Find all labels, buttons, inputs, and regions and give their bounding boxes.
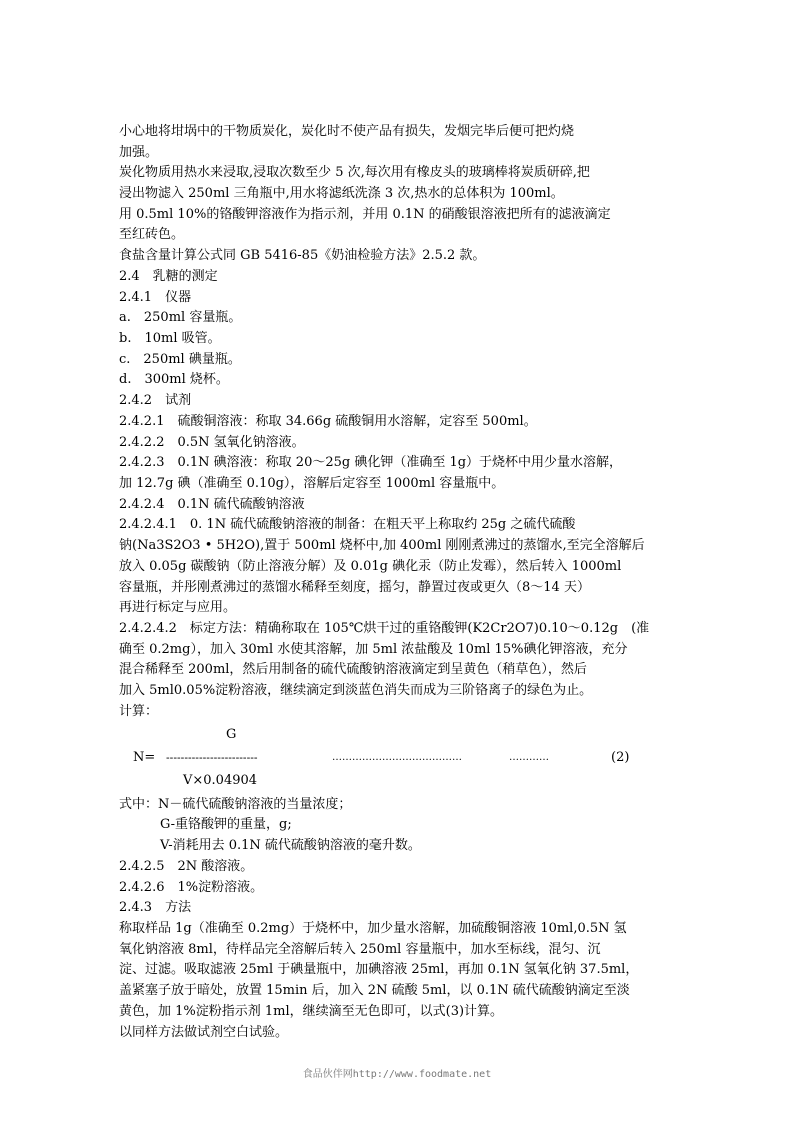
text-line: 2.4.2.6 1%淀粉溶液。 [119,880,264,895]
list-item: a. 250ml 容量瓶。 [119,310,242,325]
text-line: 加强。 [119,145,159,160]
text-line: 加 12.7g 碘（准确至 0.10g），溶解后定容至 1000ml 容量瓶中。 [119,476,505,491]
text-line: 2.4.2.2 0.5N 氢氧化钠溶液。 [119,435,305,450]
text-line: V-消耗用去 0.1N 硫代硫酸钠溶液的毫升数。 [160,838,421,853]
text-line: 确至 0.2mg），加入 30ml 水使其溶解，加 5ml 浓盐酸及 10ml 15%碘化钾溶液，充分 [119,642,628,657]
text-line: 至红砖色。 [119,227,185,242]
equation-number: (2) [611,750,630,765]
formula-dots: ………… [509,752,549,763]
formula-lhs: N= [133,750,156,765]
text-line: 2.4.2.4.1 0. 1N 硫代硫酸钠溶液的制备：在粗天平上称取约 25g 之硫代硫酸 [119,517,576,532]
text-line: 食盐含量计算公式同 GB 5416-85《奶油检验方法》2.5.2 款。 [119,248,486,263]
section-heading: 2.4.3 方法 [119,900,192,915]
section-heading: 2.4.1 仪器 [119,290,192,305]
section-heading: 2.4.2 试剂 [119,393,192,408]
section-heading: 2.4 乳糖的测定 [119,269,218,284]
formula-bar: ------------------------- [166,752,258,764]
text-line: 式中：N－硫代硫酸钠溶液的当量浓度； [119,797,352,812]
list-item: d. 300ml 烧杯。 [119,372,229,387]
text-line: 淀、过滤。吸取滤液 25ml 于碘量瓶中，加碘溶液 25ml，再加 0.1N 氢氧化钠 37.5ml， [119,962,639,977]
text-line: 称取样品 1g（准确至 0.2mg）于烧杯中，加少量水溶解，加硫酸铜溶液 10ml,0.5N 氢 [119,921,627,936]
list-item: b. 10ml 吸管。 [119,331,221,346]
text-line: 放入 0.05g 碳酸钠（防止溶液分解）及 0.01g 碘化汞（防止发霉），然后转入 1000ml [119,559,622,574]
page-footer: 食品伙伴网http://www.foodmate.net [302,1069,492,1080]
text-line: 盖紧塞子放于暗处，放置 15min 后，加入 2N 硫酸 5ml，以 0.1N 硫代硫酸钠滴定至淡 [119,983,630,998]
text-line: 小心地将坩埚中的干物质炭化，炭化时不使产品有损失，发烟完毕后便可把灼烧 [119,124,575,139]
text-line: 黄色，加 1%淀粉指示剂 1ml，继续滴至无色即可，以式(3)计算。 [119,1004,504,1019]
text-line: 再进行标定与应用。 [119,600,237,615]
text-line: 2.4.2.5 2N 酸溶液。 [119,859,254,874]
text-line: 炭化物质用热水来浸取,浸取次数至少 5 次,每次用有橡皮头的玻璃棒将炭质研碎,把 [119,165,590,180]
formula-denominator: V×0.04904 [183,773,258,788]
text-line: 氧化钠溶液 8ml，待样品完全溶解后转入 250ml 容量瓶中，加水至标线，混匀、沉 [119,942,601,957]
list-item: c. 250ml 碘量瓶。 [119,352,241,367]
text-line: 2.4.2.3 0.1N 碘溶液：称取 20～25g 碘化钾（准确至 1g）于烧杯中用少量水溶解， [119,455,623,470]
text-line: 2.4.2.4.2 标定方法：精确称取在 105℃烘干过的重铬酸钾(K2Cr2O7)0.10～0.12g (准 [119,621,650,636]
formula-numerator: G [226,727,237,742]
text-line: 2.4.2.4 0.1N 硫代硫酸钠溶液 [119,497,305,512]
text-line: 以同样方法做试剂空白试验。 [119,1025,289,1040]
text-line: 浸出物滤入 250ml 三角瓶中,用水将滤纸洗涤 3 次,热水的总体积为 100ml。 [119,186,564,201]
text-line: 混合稀释至 200ml，然后用制备的硫代硫酸钠溶液滴定到呈黄色（稍草色），然后 [119,662,587,677]
text-line: G-重铬酸钾的重量，g; [160,817,292,832]
formula-dots: ………………………………… [332,752,462,763]
text-line: 加入 5ml0.05%淀粉溶液，继续滴定到淡蓝色消失而成为三阶铬离子的绿色为止。 [119,683,593,698]
text-line: 用 0.5ml 10%的铬酸钾溶液作为指示剂，并用 0.1N 的硝酸银溶液把所有的滤液滴定 [119,207,611,222]
text-line: 容量瓶，并彤刚煮沸过的蒸馏水稀释至刻度，摇匀，静置过夜或更久（8～14 天） [119,580,590,595]
text-line: 钠(Na3S2O3 • 5H2O),置于 500ml 烧杯中,加 400ml 刚刚煮沸过的蒸馏水,至完全溶解后 [119,538,645,553]
text-line: 2.4.2.1 硫酸铜溶液：称取 34.66g 硫酸铜用水溶解，定容至 500ml。 [119,414,537,429]
text-line: 计算： [119,704,159,719]
